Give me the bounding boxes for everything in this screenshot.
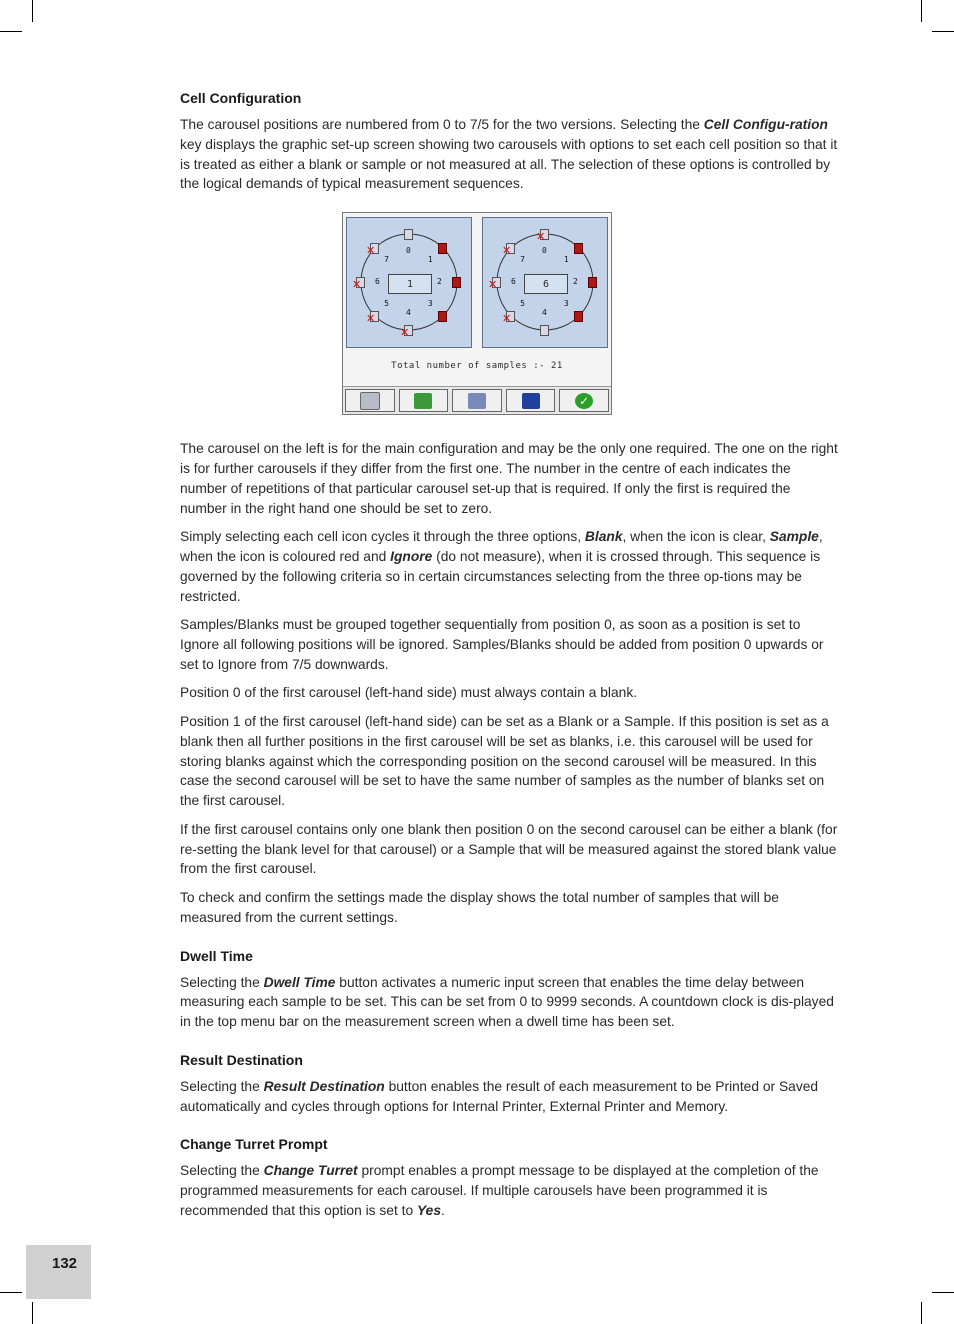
text: key displays the graphic set-up screen showing two carousels with options to set each cell position so that it is treated as either a blank or sample or not measured at all. The selection of these options is controlled by the logical demands of typical measurement sequences. <box>180 136 838 192</box>
save-button[interactable] <box>506 389 556 412</box>
left-repetition-count[interactable]: 1 <box>388 274 432 294</box>
cell-position-1[interactable] <box>573 241 585 255</box>
ignore-cross-icon: ✕ <box>502 313 512 326</box>
paragraph <box>180 1161 840 1220</box>
paragraph <box>180 527 840 606</box>
ignore-cross-icon: ✕ <box>366 245 376 258</box>
cell-position-4[interactable] <box>539 323 551 337</box>
cell-position-label: 0 <box>406 246 411 256</box>
paragraph <box>180 1077 840 1117</box>
text: Simply selecting each cell icon cycles it through the three options, <box>180 529 585 545</box>
section-heading-result-destination: Result Destination <box>180 1051 303 1068</box>
crop-mark <box>921 0 922 22</box>
ignore-cross-icon: ✕ <box>400 327 410 340</box>
text: button activates a numeric input screen that enables the time delay between measuring each sample to be set. This can be set from 0 to 9999 seconds. A countdown clock is dis-played in the top menu bar on the measurement screen when a dwell time has been set. <box>180 974 834 1030</box>
paragraph: Samples/Blanks must be grouped together sequentially from position 0, as soon as a position is set to Ignore all following positions will be ignored. Samples/Blanks should be added from position 0 upwards or set to Ignore from 7/5 downwards. <box>180 617 824 672</box>
keyword: Cell Configu-ration <box>703 117 828 132</box>
calculator-button[interactable] <box>345 389 395 412</box>
text: button enables the result of each measurement to be Printed or Saved automatically and cycles through options for Internal Printer, External Printer and Memory. <box>180 1078 819 1114</box>
cell-icon <box>452 277 461 288</box>
keyword: Blank <box>584 529 623 545</box>
text: , when the icon is coloured red and <box>180 529 823 564</box>
ignore-cross-icon: ✕ <box>502 245 512 258</box>
save-icon <box>522 393 540 409</box>
cell-icon <box>438 243 447 254</box>
paragraph: To check and confirm the settings made the display shows the total number of samples that will be measured from the current settings. <box>180 889 779 925</box>
cell-position-label: 5 <box>520 299 525 309</box>
crop-mark <box>0 1292 22 1293</box>
page-number: 132 <box>52 1255 78 1272</box>
keyword: Yes <box>416 1203 442 1219</box>
cell-position-label: 1 <box>427 255 433 265</box>
section-heading-change-turret-prompt: Change Turret Prompt <box>180 1136 328 1153</box>
text: , when the icon is clear, <box>622 529 770 545</box>
cell-position-5[interactable] <box>366 309 381 326</box>
text: (do not measure), when it is crossed through. This sequence is governed by the following criteria so in certain circumstances selecting from the three op-tions may be restricted. <box>180 548 821 604</box>
total-samples-label: Total number of samples :- 21 <box>391 361 563 372</box>
cell-position-label: 1 <box>563 255 569 265</box>
cell-position-label: 4 <box>406 308 411 318</box>
cell-icon <box>540 325 549 336</box>
paragraph <box>180 115 840 194</box>
cell-position-2[interactable] <box>451 275 463 289</box>
section-heading-dwell-time: Dwell Time <box>180 947 253 964</box>
crop-mark <box>32 0 33 22</box>
keyword: Result Destination <box>263 1078 385 1094</box>
cell-position-label: 3 <box>427 299 433 309</box>
text: Selecting the <box>180 1078 264 1094</box>
print-button[interactable] <box>452 389 502 412</box>
crop-mark <box>932 1292 954 1293</box>
calculator-icon <box>360 392 380 410</box>
cell-position-label: 6 <box>511 277 516 287</box>
ignore-cross-icon: ✕ <box>366 313 376 326</box>
cell-position-0[interactable] <box>536 227 551 244</box>
crop-mark <box>932 31 954 32</box>
cell-icon <box>588 277 597 288</box>
cell-position-3[interactable] <box>573 309 585 323</box>
text: Selecting the <box>180 974 264 990</box>
cell-icon <box>574 311 583 322</box>
printer-icon <box>468 393 486 409</box>
paragraph: Position 0 of the first carousel (left-hand side) must always contain a blank. <box>180 685 638 701</box>
text: The carousel positions are numbered from 0 to 7/5 for the two versions. Selecting the <box>180 117 704 132</box>
keyword: Dwell Time <box>263 974 336 990</box>
cell-position-6[interactable] <box>488 275 503 292</box>
cell-position-label: 3 <box>563 299 569 309</box>
cell-position-label: 0 <box>542 246 547 256</box>
confirm-button[interactable] <box>559 389 609 412</box>
text: prompt enables a prompt message to be displayed at the completion of the programmed measurements for each carousel. If multiple carousels have been programmed it is recommended that this option is set to <box>180 1163 819 1219</box>
cell-position-label: 6 <box>375 277 380 287</box>
crop-mark <box>921 1302 922 1324</box>
cell-configuration-screenshot <box>342 212 612 415</box>
ignore-cross-icon: ✕ <box>488 279 498 292</box>
text: . <box>441 1203 445 1219</box>
cell-position-7[interactable] <box>366 241 381 258</box>
cell-position-label: 2 <box>437 277 442 287</box>
section-heading-cell-configuration: Cell Configuration <box>180 90 302 106</box>
cell-position-4[interactable] <box>400 323 415 340</box>
puzzle-icon <box>414 393 432 409</box>
cell-position-6[interactable] <box>352 275 367 292</box>
cell-position-0[interactable] <box>403 227 415 241</box>
cell-position-1[interactable] <box>437 241 449 255</box>
left-carousel <box>346 217 472 348</box>
keyword: Change Turret <box>263 1163 358 1179</box>
cell-position-label: 7 <box>384 255 389 265</box>
cell-position-3[interactable] <box>437 309 449 323</box>
figure-toolbar <box>343 386 611 414</box>
keyword: Sample <box>769 529 819 545</box>
right-carousel <box>482 217 608 348</box>
cell-position-5[interactable] <box>502 309 517 326</box>
page-number-box <box>26 1245 91 1299</box>
cell-icon <box>404 229 413 240</box>
paragraph: The carousel on the left is for the main configuration and may be the only one required. The one on the right is for further carousels if they differ from the first one. The number in the centre of each indicates the number of repetitions of that particular carousel set-up that is required. If only the first is required the number in the right hand one should be set to zero. <box>180 441 838 516</box>
ignore-cross-icon: ✕ <box>352 279 362 292</box>
cell-position-2[interactable] <box>587 275 599 289</box>
keyword: Ignore <box>390 548 433 564</box>
crop-mark <box>32 1302 33 1324</box>
text: Selecting the <box>180 1163 264 1179</box>
paragraph: If the first carousel contains only one blank then position 0 on the second carousel can be either a blank (for re-setting the blank level for that carousel) or a Sample that will be measured against the stored blank value from the first carousel. <box>180 821 838 877</box>
cell-position-7[interactable] <box>502 241 517 258</box>
crop-mark <box>0 31 22 32</box>
paragraph: Position 1 of the first carousel (left-hand side) can be set as a Blank or a Sample. If this position is set as a blank then all further positions in the first carousel will be set as blanks, i.e. this carousel will be used for storing blanks against which the corresponding position on the second carousel will be measured. In this case the second carousel will be set to have the same number of samples as the number of blanks set on the first carousel. <box>180 713 829 809</box>
right-repetition-count[interactable]: 6 <box>524 274 568 294</box>
cell-position-label: 5 <box>384 299 389 309</box>
confirm-icon: ✓ <box>575 393 593 409</box>
cell-position-label: 4 <box>542 308 547 318</box>
cell-icon <box>438 311 447 322</box>
paragraph <box>180 973 840 1032</box>
cell-icon <box>574 243 583 254</box>
page-content <box>180 90 840 1230</box>
ignore-cross-icon: ✕ <box>536 231 546 244</box>
cell-position-label: 2 <box>573 277 578 287</box>
cell-position-label: 7 <box>520 255 525 265</box>
configuration-button[interactable] <box>399 389 449 412</box>
